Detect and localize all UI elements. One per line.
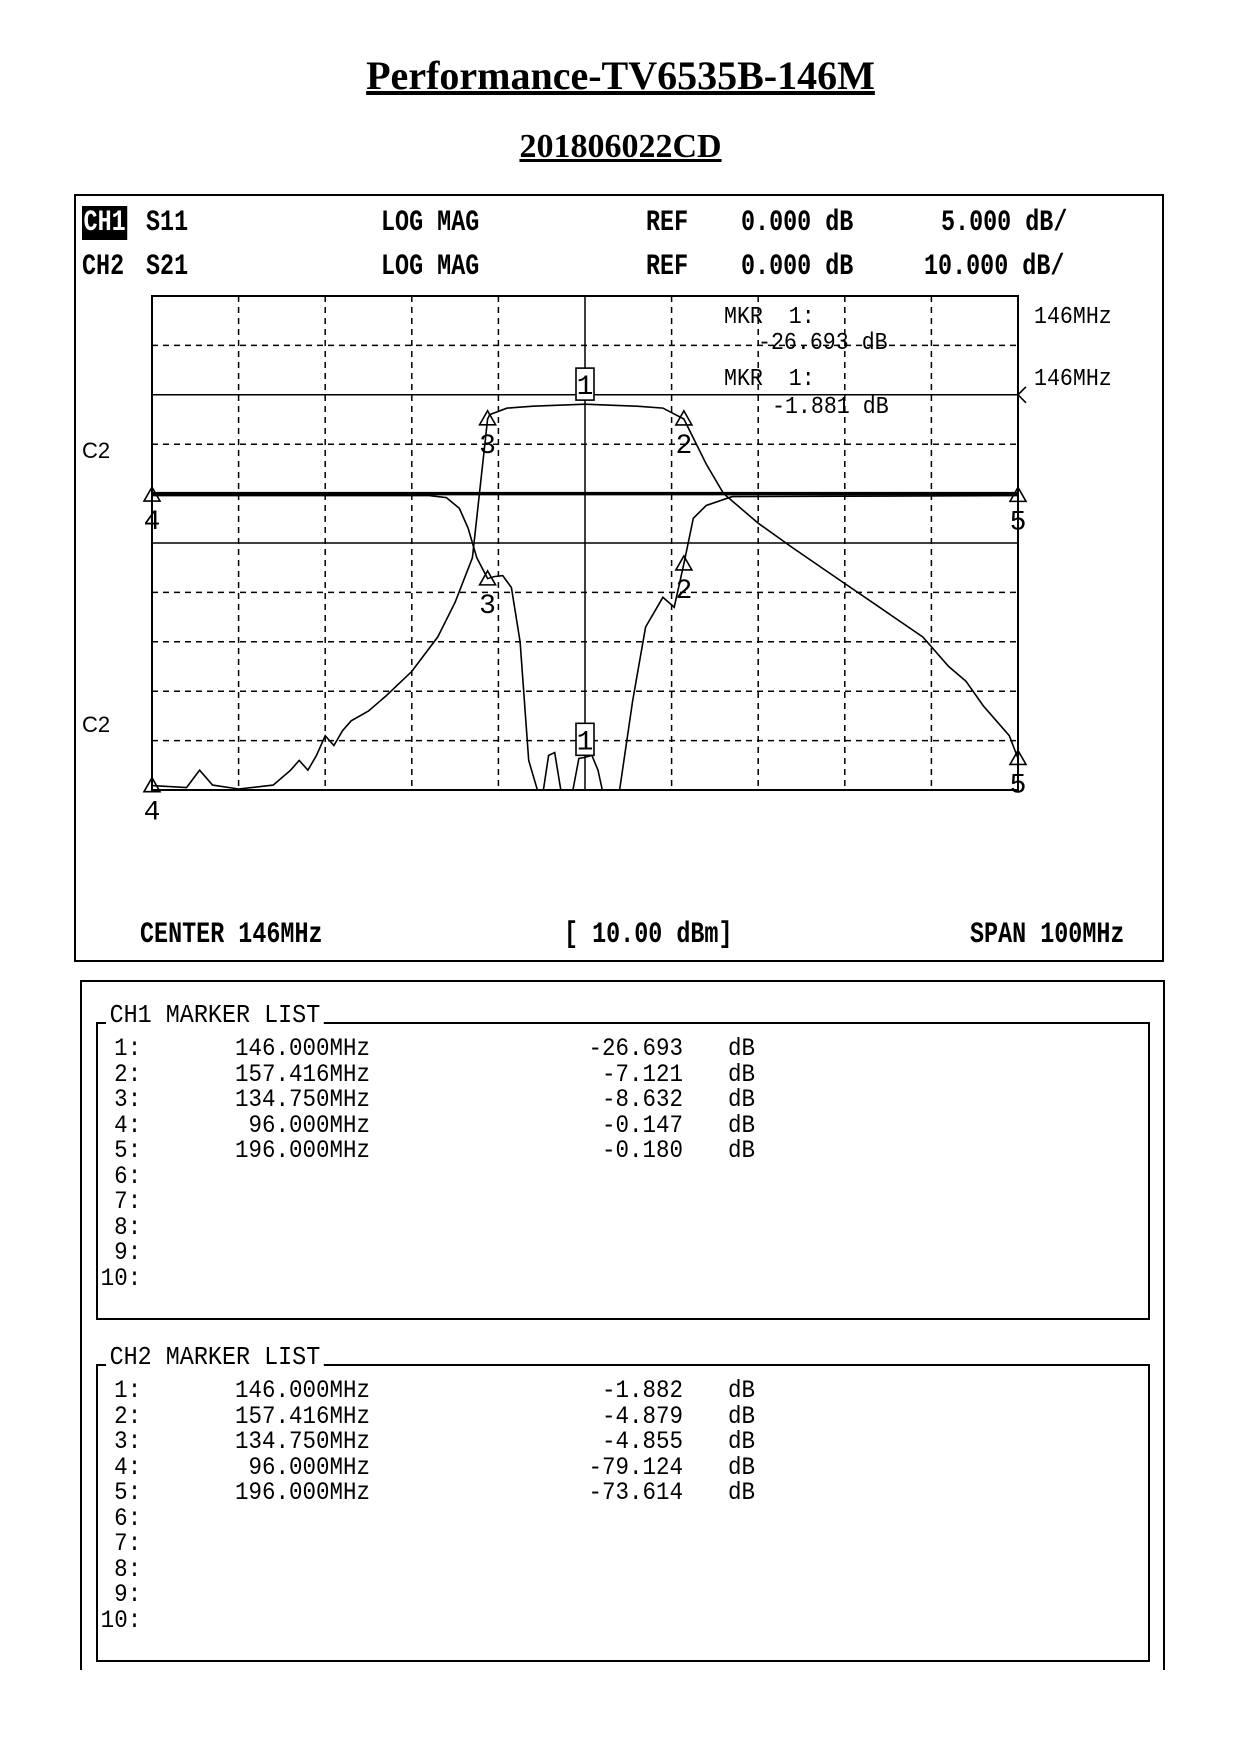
marker-index: 10: (100, 1605, 142, 1635)
ch2-ref: 0.000 dB (741, 250, 854, 284)
marker-list-row (98, 1503, 1148, 1533)
marker-frequency: 146.000MHz (234, 1376, 370, 1405)
ch2-marker-list-title: CH2 MARKER LIST (106, 1342, 324, 1372)
marker-index: 9: (114, 1238, 142, 1267)
reference-arrow (1018, 387, 1026, 403)
marker-triangle-ch2 (676, 411, 692, 425)
marker-frequency: 96.000MHz (248, 1452, 370, 1482)
marker-list-row (98, 1238, 1148, 1267)
scale-label-upper: C2 (82, 438, 111, 463)
marker-index: 1: (114, 1034, 142, 1063)
marker-value: -1.882 (601, 1376, 683, 1405)
marker-label-ch1: 5 (1009, 507, 1027, 539)
marker-index: 3: (114, 1427, 142, 1456)
marker-unit: dB (728, 1478, 756, 1507)
marker-frequency: 196.000MHz (234, 1478, 370, 1507)
marker-index: 5: (114, 1136, 142, 1165)
marker-value: -7.121 (601, 1059, 683, 1089)
ch2-format: LOG MAG (381, 250, 480, 284)
marker-list-row (98, 1529, 1148, 1558)
marker-frequency: 157.416MHz (234, 1401, 370, 1431)
marker-list-row (98, 1580, 1148, 1609)
marker-list-row (98, 1376, 1148, 1405)
marker-index: 4: (114, 1452, 142, 1482)
marker-value: -79.124 (588, 1452, 683, 1482)
marker-value: -8.632 (601, 1085, 683, 1114)
marker-index: 7: (114, 1187, 142, 1216)
marker-frequency: 157.416MHz (234, 1059, 370, 1089)
marker1-ch1-value: -26.693 dB (758, 330, 888, 357)
marker-unit: dB (728, 1034, 756, 1063)
marker-label-ch2: 2 (675, 430, 693, 462)
marker-list-row (98, 1059, 1148, 1089)
marker-list-row (98, 1263, 1148, 1293)
ch2-param: S21 (146, 250, 189, 284)
marker-list-row (98, 1401, 1148, 1431)
marker-unit: dB (728, 1452, 756, 1482)
ch1-ref: 0.000 dB (741, 206, 854, 240)
marker-frequency: 146.000MHz (234, 1034, 370, 1063)
marker-label-ch1: 2 (675, 575, 693, 607)
marker1-ch2-freq: 146MHz (1034, 366, 1112, 393)
marker-list-row (98, 1605, 1148, 1635)
marker-label-ch2: 4 (143, 797, 161, 829)
ch2-ref-label: REF (646, 250, 689, 284)
marker-index: 2: (114, 1059, 142, 1089)
marker-label-ch1: 3 (479, 590, 496, 622)
source-power: [ 10.00 dBm] (564, 918, 733, 952)
marker-label-ch2: 3 (479, 430, 496, 462)
marker-list-row (98, 1187, 1148, 1216)
ch1-format: LOG MAG (381, 206, 480, 240)
marker-index: 10: (100, 1263, 142, 1293)
marker-label-ch2: 1 (576, 372, 594, 404)
marker-unit: dB (728, 1059, 756, 1089)
marker-frequency: 134.750MHz (234, 1085, 370, 1114)
marker-unit: dB (728, 1136, 756, 1165)
page-title: Performance-TV6535B-146M (366, 53, 875, 98)
center-frequency: CENTER 146MHz (140, 918, 323, 952)
ch1-scale: 5.000 dB/ (941, 206, 1068, 240)
ch1-label: CH1 (83, 206, 126, 240)
marker-index: 3: (114, 1085, 142, 1114)
marker-list-row (98, 1452, 1148, 1482)
marker1-ch1-freq: 146MHz (1034, 304, 1112, 331)
ch1-ref-label: REF (646, 206, 689, 240)
marker-index: 2: (114, 1401, 142, 1431)
marker1-ch1-label: MKR 1: (724, 304, 815, 331)
marker-index: 8: (114, 1212, 142, 1242)
marker-list-row (98, 1478, 1148, 1507)
marker-label-ch1: 1 (576, 727, 594, 759)
marker-index: 4: (114, 1110, 142, 1140)
scale-label-lower: C2 (82, 712, 111, 737)
marker-value: -4.855 (601, 1427, 683, 1456)
marker-index: 1: (114, 1376, 142, 1405)
marker-list-row (98, 1085, 1148, 1114)
ch1-marker-list-title: CH1 MARKER LIST (106, 1000, 324, 1030)
marker-unit: dB (728, 1401, 756, 1431)
marker-list-row (98, 1034, 1148, 1063)
marker-index: 6: (114, 1161, 142, 1191)
marker-index: 5: (114, 1478, 142, 1507)
marker-value: -73.614 (588, 1478, 683, 1507)
marker-list-row (98, 1161, 1148, 1191)
marker-value: -0.180 (601, 1136, 683, 1165)
marker-list-row (98, 1110, 1148, 1140)
ch2-label: CH2 (82, 250, 125, 284)
analyzer-display (74, 194, 1164, 962)
marker-label-ch2: 5 (1009, 770, 1027, 802)
marker-value: -0.147 (601, 1110, 683, 1140)
marker-value: -4.879 (601, 1401, 683, 1431)
marker-label-ch1: 4 (143, 507, 161, 539)
marker-index: 8: (114, 1554, 142, 1584)
marker1-ch2-label: MKR 1: (724, 366, 815, 393)
marker-frequency: 196.000MHz (234, 1136, 370, 1165)
marker-list-row (98, 1212, 1148, 1242)
page-subtitle: 201806022CD (519, 128, 722, 165)
marker-unit: dB (728, 1110, 756, 1140)
marker-unit: dB (728, 1427, 756, 1456)
marker-index: 9: (114, 1580, 142, 1609)
marker-unit: dB (728, 1085, 756, 1114)
marker-frequency: 134.750MHz (234, 1427, 370, 1456)
frequency-span: SPAN 100MHz (970, 918, 1125, 952)
marker1-ch2-value: -1.881 dB (772, 394, 889, 421)
ch2-scale: 10.000 dB/ (924, 250, 1065, 284)
marker-list-panel (80, 980, 1165, 1670)
marker-list-row (98, 1136, 1148, 1165)
ch2-marker-list (96, 1364, 1150, 1662)
marker-index: 6: (114, 1503, 142, 1533)
marker-list-row (98, 1427, 1148, 1456)
marker-frequency: 96.000MHz (248, 1110, 370, 1140)
marker-unit: dB (728, 1376, 756, 1405)
chart-plot (76, 196, 1162, 960)
marker-value: -26.693 (588, 1034, 683, 1063)
marker-list-row (98, 1554, 1148, 1584)
marker-index: 7: (114, 1529, 142, 1558)
ch1-marker-list (96, 1022, 1150, 1320)
ch1-param: S11 (146, 206, 189, 240)
